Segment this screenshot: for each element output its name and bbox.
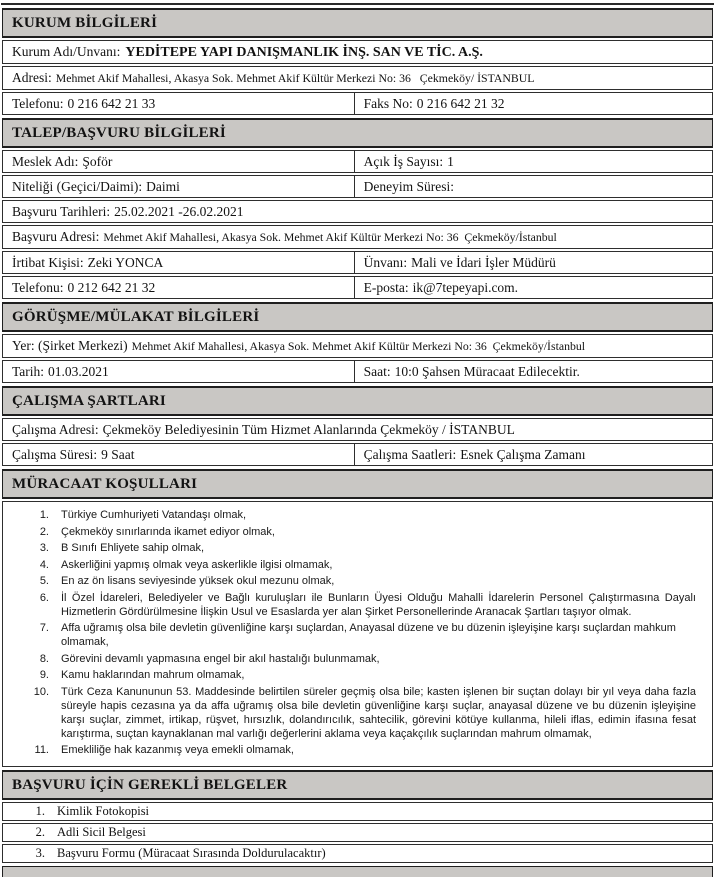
field-saat — [355, 361, 712, 382]
document-item-row — [2, 823, 713, 842]
table-row — [2, 200, 713, 223]
item-number: 2. — [35, 824, 45, 839]
list-item — [3, 668, 712, 682]
document-item-row — [2, 802, 713, 821]
list-item — [3, 558, 712, 572]
field-label: Açık İş Sayısı: — [363, 154, 444, 169]
list-item — [3, 541, 712, 555]
field-label: Kurum Adı/Unvanı: — [12, 44, 121, 59]
item-number: 8. — [39, 652, 49, 665]
field-value: 1 — [447, 154, 454, 169]
item-text: Görevini devamlı yapmasına engel bir akıl hastalığı bulunmamak, — [61, 652, 380, 665]
field-label: İrtibat Kişisi: — [12, 255, 84, 270]
field-kurum-unvani — [3, 41, 712, 63]
item-text: Kamu haklarından mahrum olmamak, — [61, 669, 245, 681]
field-value: Mehmet Akif Mahallesi, Akasya Sok. Mehmet Akif Kültür Merkezi No: 36 Çekmeköy/İstanbul — [103, 230, 557, 244]
field-acik-is-sayisi — [355, 151, 712, 172]
item-text: Askerliğini yapmış olmak veya askerlikle ilgisi olmamak, — [61, 558, 333, 571]
field-value: Daimi — [146, 179, 180, 194]
field-basvuru-tarihleri — [3, 201, 712, 222]
table-row — [2, 225, 713, 249]
field-label: Çalışma Adresi: — [12, 422, 99, 437]
field-label: Başvuru Tarihleri: — [12, 204, 111, 219]
item-text: Adli Sicil Belgesi — [57, 824, 146, 839]
field-label: Adresi: — [12, 70, 52, 85]
item-number: 10. — [33, 685, 49, 698]
section-kurum-bilgileri — [2, 8, 713, 115]
item-number: 11. — [34, 744, 49, 756]
section-calisma-sartlari — [2, 386, 713, 466]
field-label: Telefonu: — [12, 96, 64, 111]
field-label: E-posta: — [363, 280, 409, 295]
field-value: YEDİTEPE YAPI DANIŞMANLIK İNŞ. SAN VE TİC. A.Ş. — [125, 45, 483, 60]
item-number: 7. — [39, 622, 49, 634]
field-label: Başvuru Adresi: — [12, 229, 100, 244]
field-value: 9 Saat — [101, 447, 135, 462]
item-text: Emekliliğe hak kazanmış veya emekli olmamak, — [61, 744, 294, 756]
item-text: Türkiye Cumhuriyeti Vatandaşı olmak, — [61, 509, 247, 521]
section-title: KURUM BİLGİLERİ — [2, 8, 713, 38]
table-row — [2, 150, 713, 173]
table-row — [2, 276, 713, 299]
list-item — [3, 652, 712, 666]
item-number: 9. — [39, 669, 49, 681]
conditions-list — [2, 501, 713, 767]
section-talep-basvuru — [2, 118, 713, 299]
table-row — [2, 418, 713, 441]
list-item — [3, 743, 712, 757]
field-label: Deneyim Süresi: — [363, 179, 455, 194]
field-label: Niteliği (Geçici/Daimi): — [12, 179, 143, 194]
item-text: İl Özel İdareleri, Belediyeler ve Bağlı kuruluşları ile Bunların Üyesi Olduğu Mahalli İdarelerin Personel Çalıştırmasına Dayalı Hizmetlerin Gördürülmesine İlişkin Usul ve Esaslarda yer alan Şirket Personellerinde Aranacak Şartları taşıyor olmak. — [61, 591, 696, 618]
field-value: Mali ve İdari İşler Müdürü — [411, 255, 556, 270]
field-adresi — [3, 67, 712, 89]
table-row — [2, 360, 713, 383]
field-calisma-saatleri — [355, 444, 712, 465]
field-yer — [3, 335, 712, 357]
field-value: 10:0 Şahsen Müracaat Edilecektir. — [394, 364, 580, 379]
field-telefonu-2 — [3, 277, 355, 298]
field-label: Çalışma Saatleri: — [363, 447, 457, 462]
item-number: 5. — [39, 575, 49, 587]
field-basvuru-adresi — [3, 226, 712, 248]
section-title: TALEP/BAŞVURU BİLGİLERİ — [2, 118, 713, 148]
field-value: Zeki YONCA — [87, 255, 164, 270]
field-unvani — [355, 252, 712, 273]
item-text: En az ön lisans seviyesinde yüksek okul mezunu olmak, — [61, 575, 335, 587]
field-value: 0 216 642 21 33 — [67, 96, 156, 111]
field-value: ik@7tepeyapi.com. — [412, 280, 519, 295]
table-row — [2, 66, 713, 90]
field-value: Mehmet Akif Mahallesi, Akasya Sok. Mehmet Akif Kültür Merkezi No: 36 Çekmeköy/İstanbul — [131, 339, 586, 353]
section-title: ÇALIŞMA ŞARTLARI — [2, 386, 713, 416]
field-value: 0 216 642 21 32 — [416, 96, 505, 111]
table-row — [2, 40, 713, 64]
item-number: 6. — [39, 591, 49, 604]
item-number: 3. — [35, 845, 45, 860]
list-item — [3, 574, 712, 588]
top-cut-row-edge — [1, 0, 714, 5]
table-row — [2, 92, 713, 115]
field-deneyim-suresi — [355, 176, 712, 197]
field-label: Tarih: — [12, 364, 45, 379]
field-value: Mehmet Akif Mahallesi, Akasya Sok. Mehmet Akif Kültür Merkezi No: 36 Çekmeköy/ İSTANBUL — [55, 71, 535, 85]
field-label: Saat: — [363, 364, 391, 379]
field-calisma-adresi — [3, 419, 712, 440]
list-item — [3, 508, 712, 522]
table-row — [2, 251, 713, 274]
item-number: 1. — [39, 509, 49, 521]
section-gerekli-belgeler — [2, 770, 713, 863]
field-value: 25.02.2021 -26.02.2021 — [114, 204, 244, 219]
list-item — [3, 591, 712, 619]
field-label: Meslek Adı: — [12, 154, 79, 169]
field-meslek-adi — [3, 151, 355, 172]
table-row — [2, 443, 713, 466]
item-number: 1. — [35, 803, 45, 818]
section-title: BAŞVURU İÇİN GEREKLİ BELGELER — [2, 770, 713, 800]
field-calisma-suresi — [3, 444, 355, 465]
field-label: Yer: (Şirket Merkezi) — [12, 338, 128, 353]
section-title: MÜRACAAT KOŞULLARI — [2, 469, 713, 499]
item-text: Türk Ceza Kanununun 53. Maddesinde belirtilen süreler geçmiş olsa bile; kasten işlenen bir suçtan dolayı bir yıl veya daha fazla süreyle hapis cezasına ya da affa uğramış olsa bile devletin güvenliğine karşı suçlar, anayasal düzene ve bu düzenin işleyişine karşı suçlar, zimmet, irtikap, rüşvet, hırsızlık, dolandırıcılık, sahtecilik, görevini kötüye kullanma, hileli iflas, edimin ifasına fesat karıştırma, suçtan kaynaklanan mal varlığı değerlerini aklama veya kaçakçılık suçlarından mahrum olmamak, — [61, 685, 696, 740]
item-text: Çekmeköy sınırlarında ikamet ediyor olmak, — [61, 525, 275, 538]
field-faks-no — [355, 93, 712, 114]
section-title: GÖRÜŞME/MÜLAKAT BİLGİLERİ — [2, 302, 713, 332]
bottom-cut-row — [2, 866, 713, 877]
field-value: 0 212 642 21 32 — [67, 280, 156, 295]
item-text: Affa uğramış olsa bile devletin güvenliğine karşı suçlardan, Anayasal düzene ve bu düzenin işleyişine karşı suçlardan mahkum olmamak, — [61, 622, 676, 648]
field-value: Esnek Çalışma Zamanı — [460, 447, 586, 462]
item-number: 3. — [39, 542, 49, 554]
table-row — [2, 334, 713, 358]
document-table — [2, 8, 713, 863]
field-value: 01.03.2021 — [48, 364, 109, 379]
field-label: Telefonu: — [12, 280, 64, 295]
item-number: 4. — [39, 558, 49, 571]
field-irtibat-kisisi — [3, 252, 355, 273]
field-niteligi — [3, 176, 355, 197]
document-item-row — [2, 844, 713, 863]
field-eposta — [355, 277, 712, 298]
field-value: Çekmeköy Belediyesinin Tüm Hizmet Alanlarında Çekmeköy / İSTANBUL — [102, 422, 515, 437]
item-text: Kimlik Fotokopisi — [57, 803, 150, 818]
table-row — [2, 175, 713, 198]
field-label: Çalışma Süresi: — [12, 447, 98, 462]
section-gorusme-mulakat — [2, 302, 713, 383]
item-text: Başvuru Formu (Müracaat Sırasında Doldurulacaktır) — [57, 845, 326, 860]
section-muracaat-kosullari — [2, 469, 713, 767]
field-telefonu — [3, 93, 355, 114]
field-tarih — [3, 361, 355, 382]
list-item — [3, 685, 712, 741]
list-item — [3, 525, 712, 539]
list-item — [3, 621, 712, 649]
field-label: Ünvanı: — [363, 255, 408, 270]
field-value: Şoför — [82, 154, 113, 169]
item-number: 2. — [39, 525, 49, 538]
field-label: Faks No: — [363, 96, 413, 111]
item-text: B Sınıfı Ehliyete sahip olmak, — [61, 542, 205, 554]
